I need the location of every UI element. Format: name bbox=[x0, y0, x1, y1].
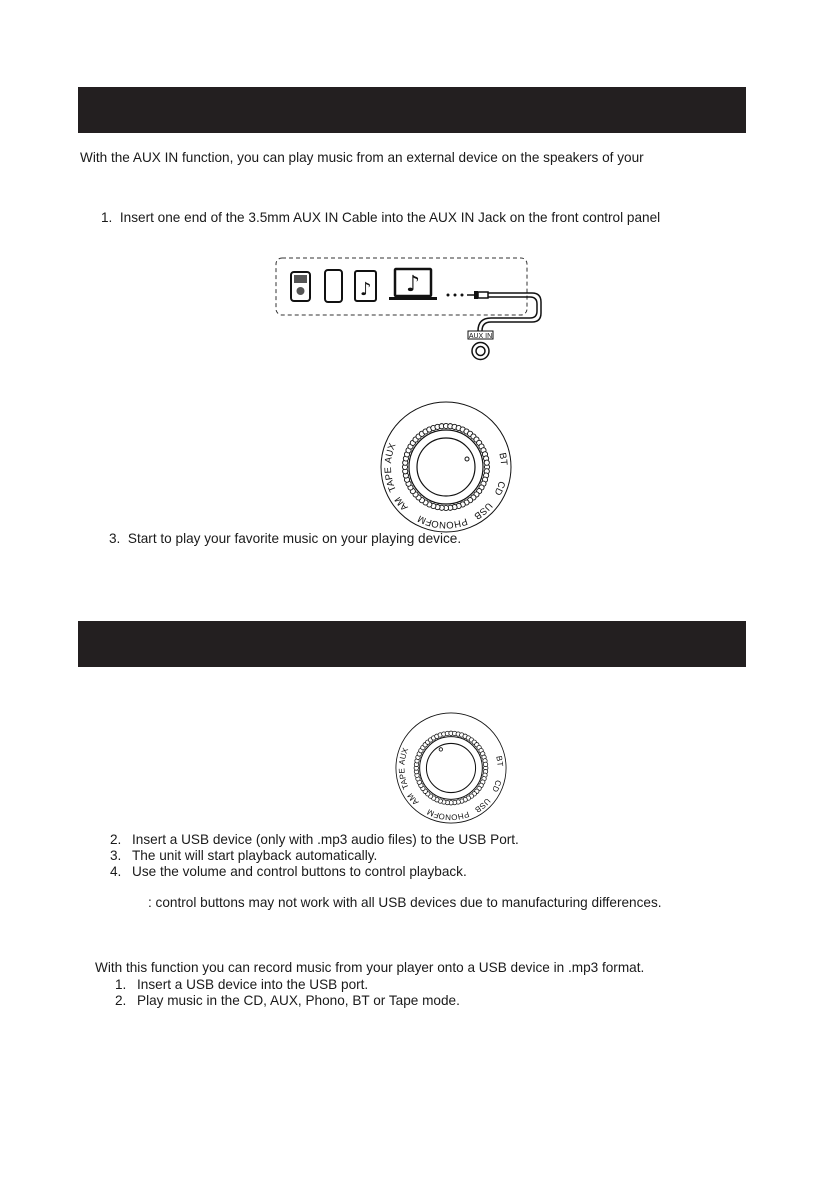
list-item: 3. The unit will start playback automatically. bbox=[110, 848, 378, 863]
dial-label-fm: FM bbox=[416, 512, 434, 528]
dial-label-cd: CD bbox=[491, 479, 508, 497]
dial-label-bt: BT bbox=[494, 755, 505, 767]
record-intro-text: With this function you can record music from your player onto a USB device in .mp3 format. bbox=[95, 960, 645, 975]
section-header-bar-aux bbox=[78, 87, 746, 133]
mp3-player-icon bbox=[291, 272, 310, 301]
function-dial-icon bbox=[374, 395, 518, 539]
step-text: Start to play your favorite music on your playing device. bbox=[127, 531, 462, 546]
aux-cable-icon bbox=[467, 291, 541, 331]
dial-label-tape: TAPE bbox=[382, 466, 399, 494]
tablet-music-icon bbox=[355, 271, 376, 301]
aux-intro-text: With the AUX IN function, you can play music from an external device on the speakers of your bbox=[80, 150, 644, 165]
step-number: 3. bbox=[109, 531, 121, 546]
list-item: 1. Insert a USB device into the USB port. bbox=[115, 977, 369, 992]
aux-connection-illustration bbox=[270, 255, 560, 370]
dial-label-usb: USB bbox=[473, 796, 493, 815]
dial-label-usb: USB bbox=[471, 500, 495, 522]
record-steps-list bbox=[115, 977, 460, 1009]
dial-label-tape: TAPE bbox=[397, 767, 411, 791]
aux-in-jack-label: AUX IN bbox=[468, 333, 493, 340]
dial-label-aux: AUX bbox=[397, 746, 411, 766]
list-item: 2. Play music in the CD, AUX, Phono, BT or Tape mode. bbox=[115, 993, 460, 1008]
list-item: 4. Use the volume and control buttons to control playback. bbox=[110, 864, 467, 879]
dial-label-cd: CD bbox=[490, 778, 503, 794]
function-dial-icon bbox=[390, 707, 512, 829]
step-text: Insert one end of the 3.5mm AUX IN Cable into the AUX IN Jack on the front control panel bbox=[119, 210, 661, 225]
dial-label-phono: PHONO bbox=[437, 809, 471, 822]
aux-jack-icon bbox=[472, 343, 489, 360]
dial-label-aux: AUX bbox=[383, 441, 399, 464]
section-header-bar-usb bbox=[78, 621, 746, 667]
usb-note-text: : control buttons may not work with all USB devices due to manufacturing differences. bbox=[148, 895, 662, 910]
svg-text:♪: ♪ bbox=[406, 272, 421, 297]
dial-label-am: AM bbox=[392, 494, 411, 513]
usb-steps-list bbox=[110, 832, 519, 880]
svg-text:♪: ♪ bbox=[360, 279, 372, 300]
dial-label-fm: FM bbox=[425, 807, 441, 820]
dial-label-phono: PHONO bbox=[430, 515, 469, 531]
phone-icon bbox=[325, 270, 342, 302]
list-item: 2. Insert a USB device (only with .mp3 audio files) to the USB Port. bbox=[110, 832, 519, 847]
aux-step-3 bbox=[109, 531, 461, 547]
dial-label-am: AM bbox=[405, 791, 421, 807]
dial-label-bt: BT bbox=[496, 451, 510, 466]
step-number: 1. bbox=[101, 210, 113, 225]
laptop-music-icon bbox=[389, 269, 437, 300]
aux-step-1 bbox=[101, 210, 660, 226]
